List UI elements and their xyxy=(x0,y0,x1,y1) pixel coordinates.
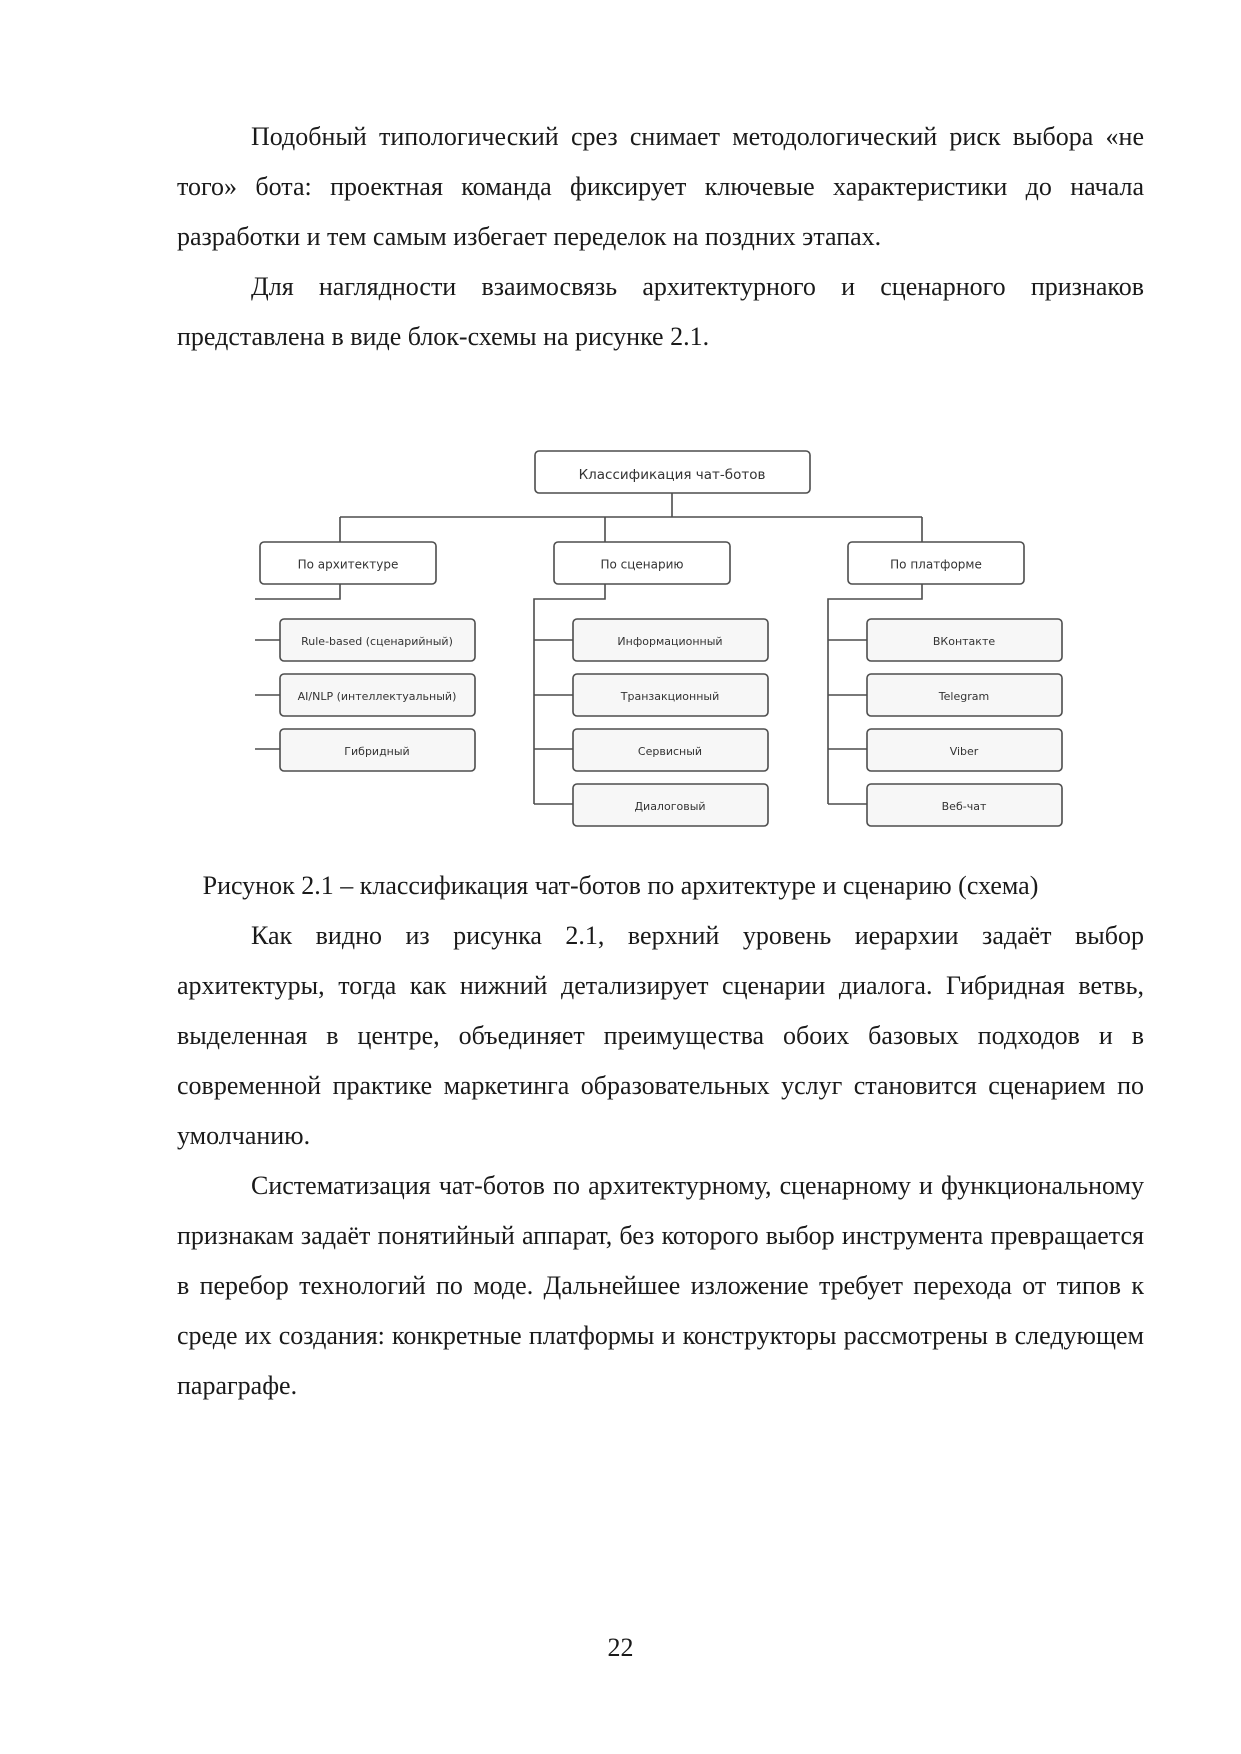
leaf-label: Транзакционный xyxy=(620,690,720,703)
diagram-leaf xyxy=(280,619,475,661)
leaf-label: AI/NLP (интеллектуальный) xyxy=(297,690,457,703)
diagram-leaf xyxy=(867,729,1062,771)
diagram-branch-platform xyxy=(848,542,1024,584)
branch-label: По сценарию xyxy=(600,557,684,572)
diagram-root-node xyxy=(535,451,810,493)
diagram-root-label: Классификация чат-ботов xyxy=(578,467,766,483)
architecture-connector xyxy=(255,584,340,749)
paragraph: Подобный типологический срез снимает методологический риск выбора «не того» бота: проектная команда фиксирует ключевые характеристики до начала разработки и тем самым избегает переделок на поздних этапах. xyxy=(177,122,1144,251)
branch-label: По архитектуре xyxy=(297,557,399,572)
branch-label: По платформе xyxy=(890,557,982,572)
figure-caption: Рисунок 2.1 – классификация чат-ботов по архитектуре и сценарию (схема) xyxy=(202,871,1039,900)
root-connector xyxy=(340,493,922,542)
leaf-label: Гибридный xyxy=(344,745,410,758)
leaf-label: Сервисный xyxy=(637,745,703,758)
diagram-leaf xyxy=(573,674,768,716)
diagram-leaf xyxy=(867,784,1062,826)
diagram-branch-scenario xyxy=(554,542,730,584)
leaf-label: Веб-чат xyxy=(941,800,987,813)
leaf-label: Viber xyxy=(949,745,979,758)
diagram-leaf xyxy=(280,729,475,771)
paragraph: Для наглядности взаимосвязь архитектурного и сценарного признаков представлена в виде блок-схемы на рисунке 2.1. xyxy=(177,272,1144,351)
diagram-leaf xyxy=(280,674,475,716)
diagram-leaf xyxy=(573,619,768,661)
diagram-leaf xyxy=(573,784,768,826)
leaf-label: Rule-based (сценарийный) xyxy=(301,635,453,648)
classification-diagram xyxy=(255,447,1075,832)
leaf-label: ВКонтакте xyxy=(932,635,996,648)
page-number: 22 xyxy=(607,1633,634,1662)
diagram-branch-architecture xyxy=(260,542,436,584)
paragraph: Систематизация чат-ботов по архитектурному, сценарному и функциональному признакам задаёт понятийный аппарат, без которого выбор инструмента превращается в перебор технологий по моде. Дальнейшее изложение требует перехода от типов к среде их создания: конкретные платформы и конструкторы рассмотрены в следующем параграфе. xyxy=(177,1171,1144,1400)
text-block-bottom xyxy=(177,911,1144,1411)
leaf-label: Telegram xyxy=(938,690,990,703)
diagram-leaf xyxy=(867,674,1062,716)
diagram-leaf xyxy=(867,619,1062,661)
diagram-leaf xyxy=(573,729,768,771)
text-block-top xyxy=(177,112,1144,362)
leaf-label: Информационный xyxy=(617,635,723,648)
paragraph: Как видно из рисунка 2.1, верхний уровень иерархии задаёт выбор архитектуры, тогда как нижний детализирует сценарии диалога. Гибридная ветвь, выделенная в центре, объединяет преимущества обоих базовых подходов и в современной практике маркетинга образовательных услуг становится сценарием по умолчанию. xyxy=(177,921,1144,1150)
leaf-label: Диалоговый xyxy=(634,800,706,813)
